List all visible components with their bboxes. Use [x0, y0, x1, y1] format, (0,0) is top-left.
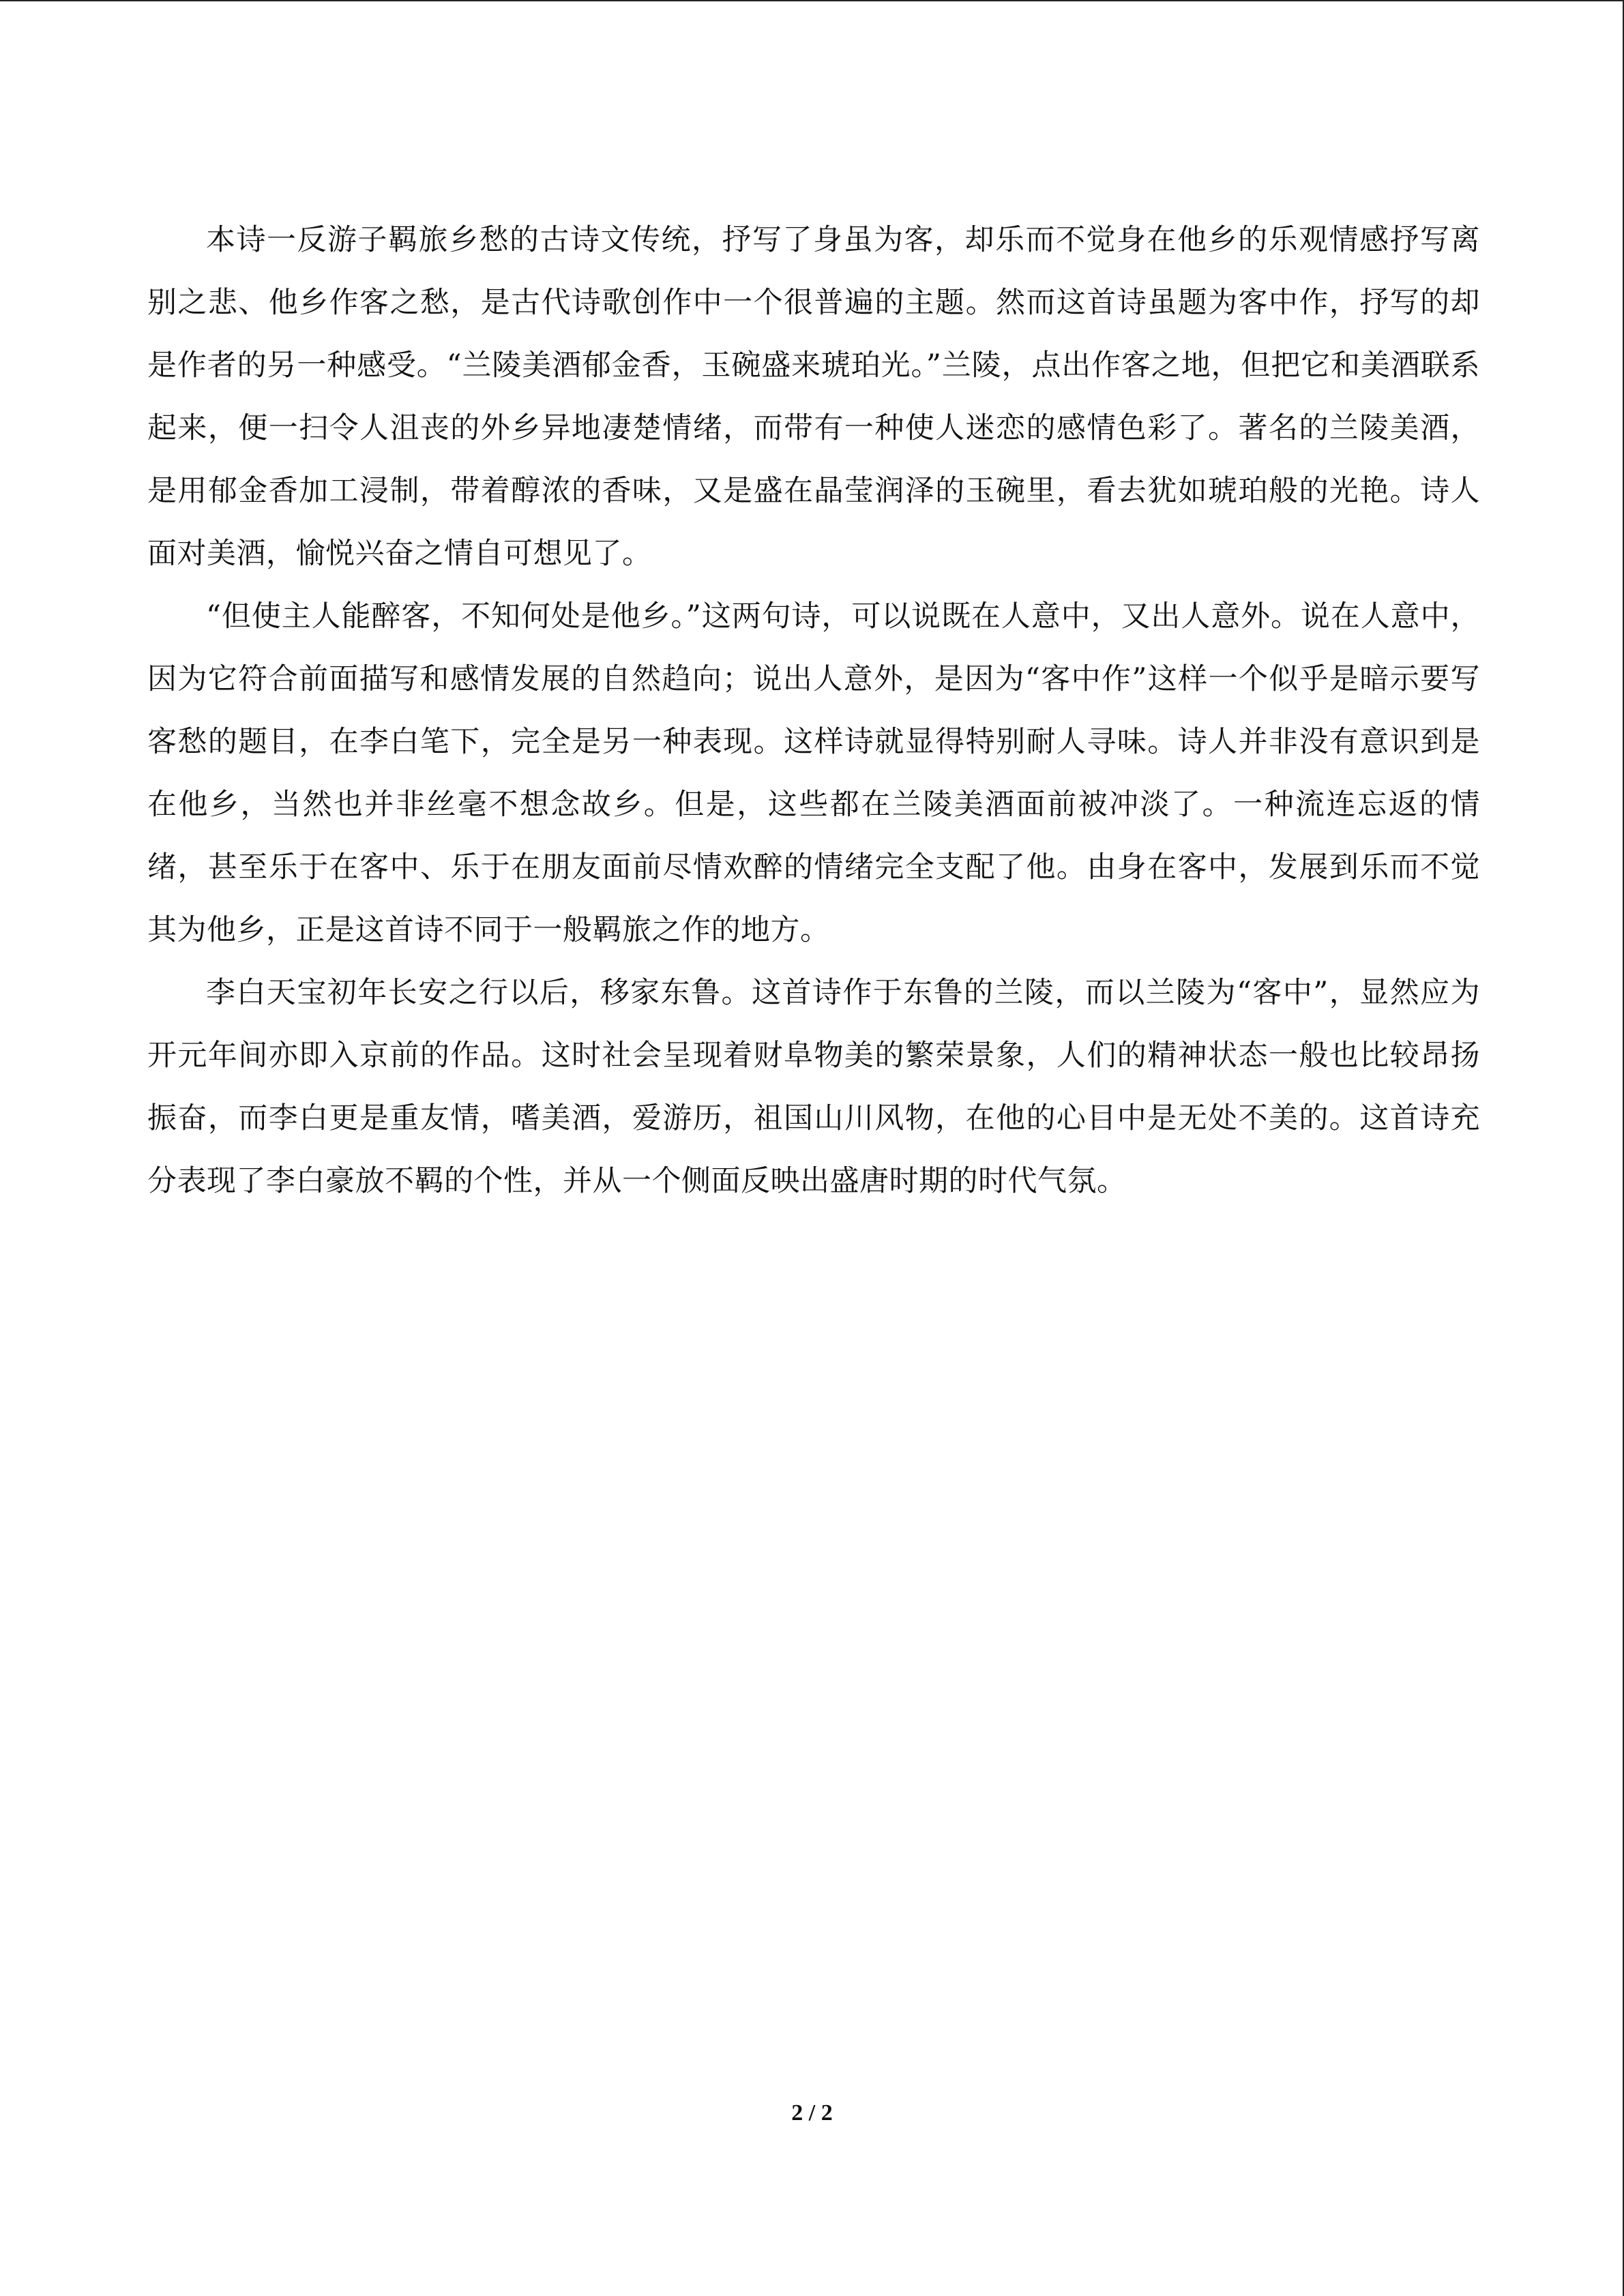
paragraph-1: 本诗一反游子羁旅乡愁的古诗文传统，抒写了身虽为客，却乐而不觉身在他乡的乐观情感抒写离别之悲、他乡作客之愁，是古代诗歌创作中一个很普遍的主题。然而这首诗虽题为客中作，抒写的却是作者的另一种感受。“兰陵美酒郁金香，玉碗盛来琥珀光。”兰陵，点出作客之地，但把它和美酒联系起来，便一扫令人沮丧的外乡异地凄楚情绪，而带有一种使人迷恋的感情色彩了。著名的兰陵美酒，是用郁金香加工浸制，带着醇浓的香味，又是盛在晶莹润泽的玉碗里，看去犹如琥珀般的光艳。诗人面对美酒，愉悦兴奋之情自可想见了。 — [147, 223, 1480, 571]
page-number: 2 / 2 — [791, 2100, 833, 2126]
paragraph-3: 李白天宝初年长安之行以后，移家东鲁。这首诗作于东鲁的兰陵，而以兰陵为“客中”，显然应为开元年间亦即入京前的作品。这时社会呈现着财阜物美的繁荣景象，人们的精神状态一般也比较昂扬振奋，而李白更是重友情，嗜美酒，爱游历，祖国山川风物，在他的心目中是无处不美的。这首诗充分表现了李白豪放不羁的个性，并从一个侧面反映出盛唐时期的时代气氛。 — [147, 976, 1480, 1198]
paragraph-2: “但使主人能醉客，不知何处是他乡。”这两句诗，可以说既在人意中，又出人意外。说在人意中，因为它符合前面描写和感情发展的自然趋向；说出人意外，是因为“客中作”这样一个似乎是暗示要写客愁的题目，在李白笔下，完全是另一种表现。这样诗就显得特别耐人寻味。诗人并非没有意识到是在他乡，当然也并非丝毫不想念故乡。但是，这些都在兰陵美酒面前被冲淡了。一种流连忘返的情绪，甚至乐于在客中、乐于在朋友面前尽情欢醉的情绪完全支配了他。由身在客中，发展到乐而不觉其为他乡，正是这首诗不同于一般羁旅之作的地方。 — [147, 599, 1480, 947]
page-top-border — [0, 0, 1624, 1]
document-body — [147, 209, 1480, 1212]
